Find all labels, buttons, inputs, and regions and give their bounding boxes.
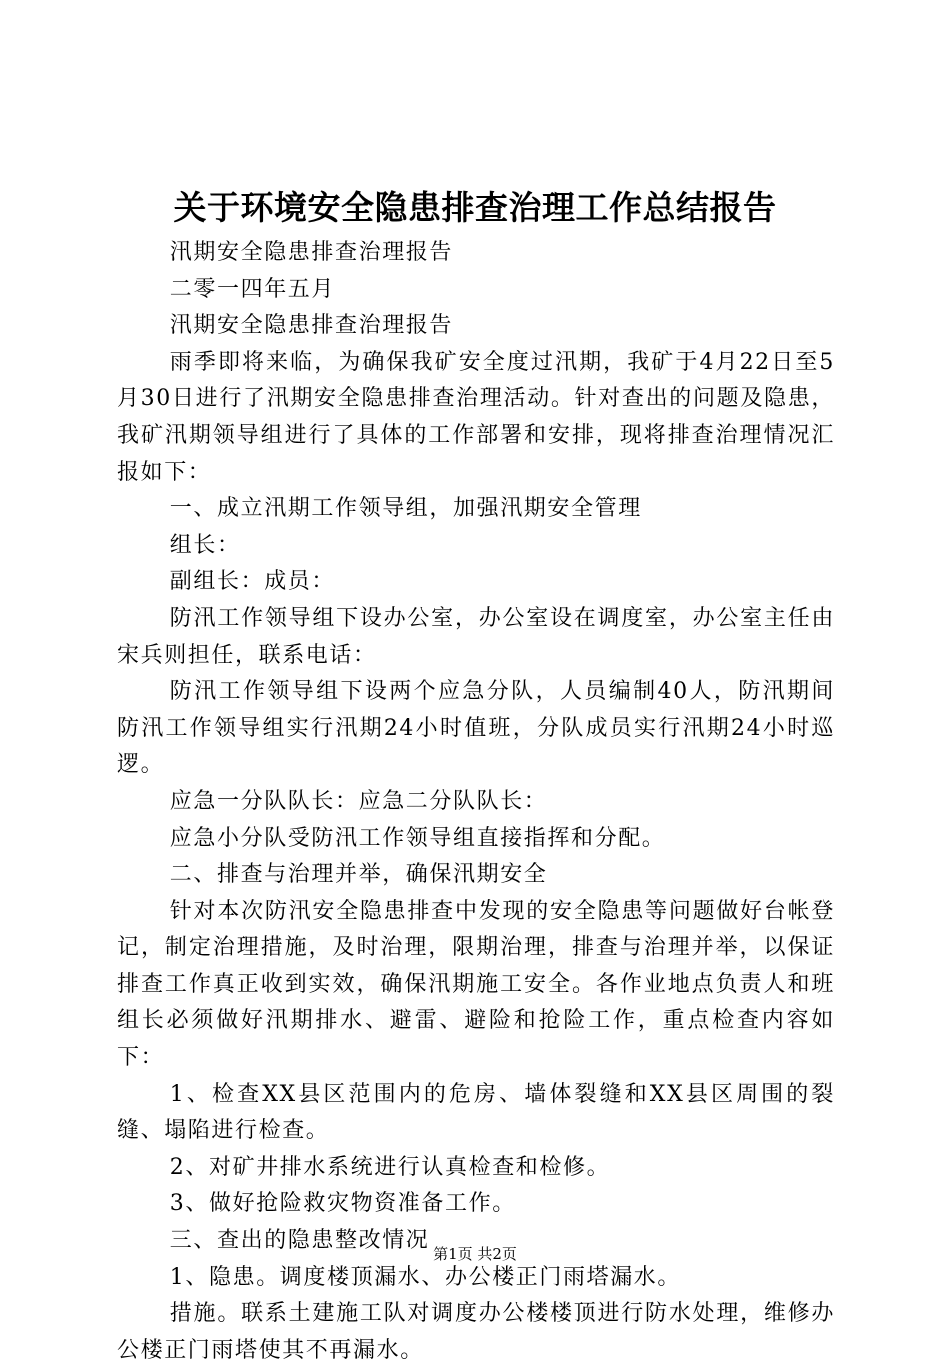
paragraph: 防汛工作领导组下设办公室，办公室设在调度室，办公室主任由宋兵则担任，联系电话：	[117, 605, 835, 668]
document-title: 关于环境安全隐患排查治理工作总结报告	[173, 188, 777, 227]
paragraph: 汛期安全隐患排查治理报告	[169, 240, 453, 265]
paragraph: 防汛工作领导组下设两个应急分队，人员编制40人，防汛期间防汛工作领导组实行汛期24小时值班，分队成员实行汛期24小时巡逻。	[117, 679, 835, 778]
paragraph: 应急一分队队长：应急二分队队长：	[169, 788, 548, 814]
page-footer: 第1页 共2页	[433, 1245, 517, 1263]
paragraph: 针对本次防汛安全隐患排查中发现的安全隐患等问题做好台帐登记，制定治理措施，及时治理，限期治理，排查与治理并举，以保证排查工作真正收到实效，确保汛期施工安全。各作业地点负责人和班组长必须做好汛期排水、避雷、避险和抢险工作，重点检查内容如下：	[117, 898, 835, 1071]
paragraph: 3、做好抢险救灾物资准备工作。	[169, 1191, 516, 1217]
paragraph: 措施。联系土建施工队对调度办公楼楼顶进行防水处理，维修办公楼正门雨塔使其不再漏水。	[117, 1301, 835, 1363]
document-body	[117, 235, 835, 1369]
paragraph: 汛期安全隐患排查治理报告	[169, 313, 453, 339]
paragraph: 组长：	[169, 532, 241, 558]
paragraph: 二零一四年五月	[169, 276, 335, 302]
paragraph: 雨季即将来临，为确保我矿安全度过汛期，我矿于4月22日至5月30日进行了汛期安全隐患排查治理活动。针对查出的问题及隐患，我矿汛期领导组进行了具体的工作部署和安排，现将排查治理情况汇报如下：	[117, 349, 835, 485]
paragraph: 一、成立汛期工作领导组，加强汛期安全管理	[169, 496, 642, 522]
paragraph: 2、对矿井排水系统进行认真检查和检修。	[169, 1154, 611, 1180]
paragraph: 应急小分队受防汛工作领导组直接指挥和分配。	[169, 825, 666, 851]
paragraph: 三、查出的隐患整改情况	[169, 1228, 430, 1254]
paragraph: 1、检查XX县区范围内的危房、墙体裂缝和XX县区周围的裂缝、塌陷进行检查。	[117, 1081, 835, 1144]
paragraph: 二、排查与治理并举，确保汛期安全	[169, 862, 548, 888]
paragraph: 副组长：成员：	[169, 569, 335, 595]
paragraph: 1、隐患。调度楼顶漏水、办公楼正门雨塔漏水。	[169, 1264, 681, 1290]
